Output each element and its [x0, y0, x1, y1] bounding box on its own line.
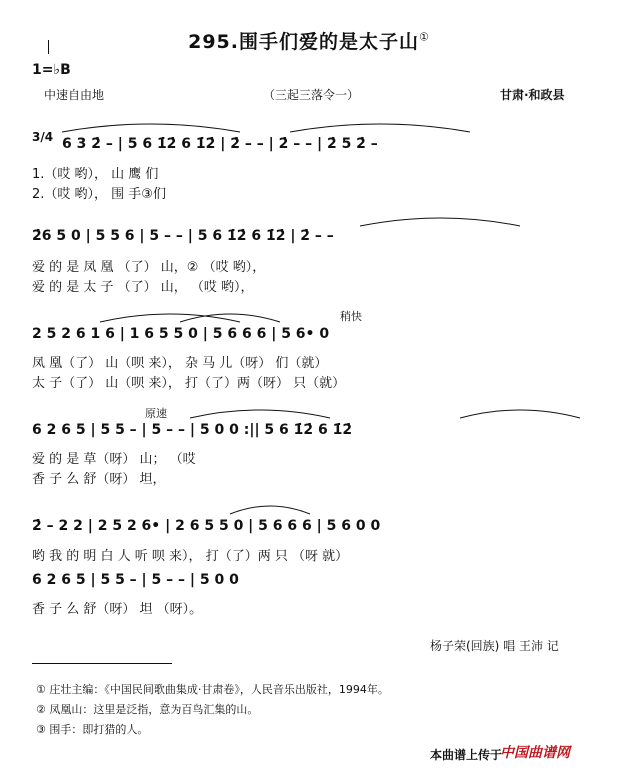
- score-line-1-lyrics-2: 2.（哎 哟）， 围 手③们: [32, 187, 166, 202]
- key-signature: 1=♭B: [32, 62, 71, 78]
- slur-2: [290, 124, 470, 132]
- score-line-2-lyrics-1: 爱 的 是 凤 凰 （了） 山，② （哎 哟），: [32, 260, 266, 275]
- footnote-rule: [32, 663, 172, 664]
- site-logo[interactable]: 中国曲谱网: [500, 745, 570, 761]
- footnote-1: ① 庄壮主编：《中国民间歌曲集成·甘肃卷》，人民音乐出版社，1994年。: [36, 683, 389, 696]
- score-line-4-lyrics-1: 爱 的 是 草（呀） 山； （哎: [32, 452, 196, 467]
- score-line-4-notes: 6 2 6 5 | 5 5 – | 5 – – | 5 0 0 :|| 5 6 1̇2̇ 6 1̇2̇: [32, 422, 353, 438]
- slur-7: [460, 410, 580, 418]
- subtitle: （三起三落令一）: [263, 88, 360, 102]
- score-line-1-lyrics-1: 1.（哎 哟）， 山 鹰 们: [32, 167, 159, 182]
- score-line-6-lyrics-1: 香 子 么 舒（呀） 坦 （呀）。: [32, 602, 203, 617]
- score-line-3-lyrics-1: 凤 凰（了） 山（呗 来）， 杂 马 儿（呀） 们（就）: [32, 356, 328, 371]
- tempo-change-original: 原速: [145, 407, 167, 420]
- upload-note: 本曲谱上传于: [430, 748, 503, 762]
- slur-6: [190, 410, 330, 418]
- page-title: 295.围手们爱的是太子山①: [188, 30, 430, 53]
- score-line-2-lyrics-2: 爱 的 是 太 子 （了） 山， （哎 哟），: [32, 280, 254, 295]
- time-signature: 3/4: [32, 130, 54, 144]
- title-footnote-mark: ①: [419, 30, 430, 44]
- score-line-3-lyrics-2: 太 子（了） 山（呗 来）， 打（了）两（呀） 只（就）: [32, 376, 346, 391]
- slur-4: [100, 314, 240, 322]
- footnote-3: ③ 围手：即打猎的人。: [36, 723, 149, 736]
- score-line-2-notes: 2̇6 5 0 | 5 5 6 | 5 – – | 5 6 1̇2̇ 6 1̇2̇ | 2̇ – –: [32, 228, 334, 244]
- slur-8: [230, 506, 310, 514]
- tempo-marking: 中速自由地: [44, 88, 105, 102]
- score-line-4-lyrics-2: 香 子 么 舒（呀） 坦，: [32, 472, 166, 487]
- tempo-change-faster: 稍快: [340, 310, 362, 323]
- score-line-6-notes: 6 2 6 5 | 5 5 – | 5 – – | 5 0 0: [32, 572, 239, 588]
- score-line-3-notes: 2 5 2 6 1 6 | 1 6 5 5 0 | 5 6 6 6 | 5 6• 0: [32, 326, 330, 342]
- region-label: 甘肃·和政县: [500, 88, 565, 102]
- score-line-1-notes: 6 3 2̇ – | 5 6 1̇2̇ 6 1̇2̇ | 2̇ – – | 2̇ – – | 2̇ 5 2̇ –: [62, 136, 378, 152]
- score-line-5-notes: 2̇ – 2 2 | 2 5 2 6• | 2 6 5 5 0 | 5 6 6 6 | 5 6 0 0: [32, 518, 381, 534]
- score-line-5-lyrics-1: 哟 我 的 明 白 人 听 呗 来）， 打（了）两 只 （呀 就）: [32, 549, 349, 564]
- slur-1: [62, 124, 240, 132]
- slur-3: [360, 218, 520, 226]
- footnote-2: ② 凤凰山：这里是泛指，意为百鸟汇集的山。: [36, 703, 259, 716]
- performer-credit: 杨子荣(回族) 唱 王沛 记: [430, 639, 559, 653]
